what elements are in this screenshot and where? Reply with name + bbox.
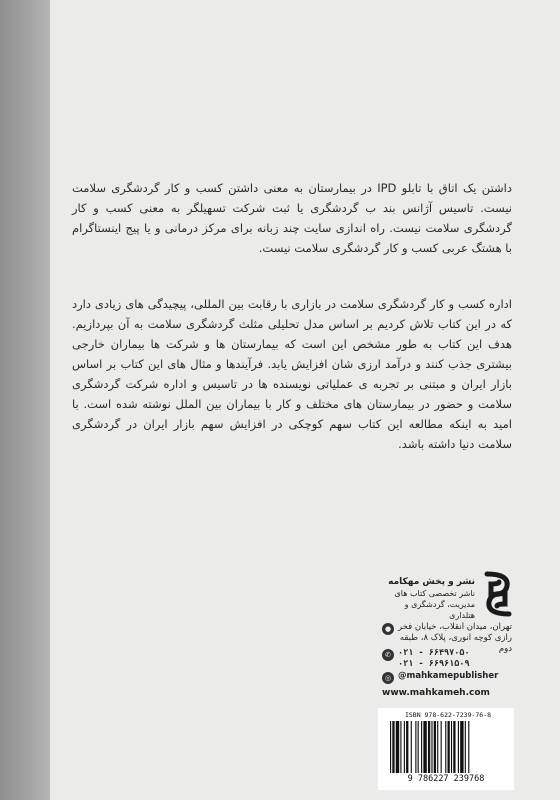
barcode-bar bbox=[428, 721, 430, 773]
barcode-bar bbox=[460, 721, 463, 773]
barcode-bar bbox=[404, 721, 405, 773]
barcode-bar bbox=[392, 721, 394, 773]
barcode-bar bbox=[434, 721, 436, 773]
publisher-name: نشر و پخش مهکامه bbox=[388, 577, 475, 587]
barcode-bar bbox=[453, 721, 455, 773]
barcode-bar bbox=[445, 721, 446, 773]
barcode-bar bbox=[448, 721, 450, 773]
barcode-bar bbox=[468, 721, 469, 773]
barcode-bar bbox=[406, 721, 408, 773]
barcode bbox=[378, 708, 514, 790]
barcode-bar bbox=[396, 721, 399, 773]
isbn-label: ISBN 978-622-7239-76-8 bbox=[404, 711, 492, 719]
barcode-bar bbox=[437, 721, 438, 773]
barcode-bar bbox=[441, 721, 442, 773]
barcode-number: 9 786227 239768 bbox=[407, 774, 485, 784]
publisher-description: ناشر تخصصی کتاب های مدیریت، گردشگری و هتلداری bbox=[394, 589, 475, 620]
blurb-paragraph-2 bbox=[72, 294, 512, 454]
publisher-website: www.mahkameh.com bbox=[382, 688, 490, 698]
blurb-text-2: اداره کسب و کار گردشگری سلامت در بازاری با رقابت بین المللی، پیچیدگی های زیادی دارد که در این کتاب تلاش کردیم بر اساس مدل تحلیلی مثلث گردشگری سلامت به آن بپردازیم. هدف این کتاب به طور مشخص این است که بیمارستان ها و شرکت ها بیماران خارجی بیشتری جذب کنند و درآمد ارزی شان افزایش یابد. فرآیندها و مثال های این کتاب بر اساس بازار ایران و مبتنی بر تجربه ی عملیاتی نویسنده ها در تاسیس و اداره شرکت گردشگری سلامت و حضور در بیمارستان های مختلف و کار با بیماران بین الملل نوشته شده است. با امید به اینکه مطالعه این کتاب سهم کوچکی در افزایش سهم بازار ایران در گردشگری سلامت دنیا داشته باشد. bbox=[72, 297, 512, 451]
barcode-bar bbox=[415, 721, 416, 773]
blurb-text-1: داشتن یک اتاق با تابلو IPD در بیمارستان به معنی داشتن کسب و کار گردشگری سلامت نیست. تاسیس آژانس بند ب گردشگری یا ثبت شرکت تسهیلگر به معنی کسب و کار گردشگری سلامت نیست. راه اندازی سایت چند زبانه برای مرکز درمانی و یا پیج اینستاگرام با هشتگ عربی کسب و کار گردشگری سلامت نیست. bbox=[72, 181, 512, 255]
publisher-address: تهران، میدان انقلاب، خیابان فخر رازی کوچه انوری، پلاک ۸، طبقه دوم bbox=[397, 622, 512, 654]
phone-number-1: ۰۲۱ - ۶۶۴۹۷۰۵۰ bbox=[398, 648, 470, 658]
barcode-bar bbox=[451, 721, 452, 773]
publisher-block bbox=[380, 570, 515, 620]
barcode-bar bbox=[431, 721, 432, 773]
barcode-bar bbox=[458, 721, 459, 773]
barcode-bars bbox=[390, 721, 502, 773]
barcode-bar bbox=[421, 721, 422, 773]
phone-row bbox=[382, 648, 512, 670]
instagram-row bbox=[382, 671, 512, 684]
book-spine bbox=[0, 0, 50, 800]
phone-numbers bbox=[398, 648, 512, 670]
instagram-handle: @mahkamepublisher bbox=[398, 671, 499, 681]
location-pin-icon: ● bbox=[382, 623, 394, 635]
instagram-icon: ◎ bbox=[382, 672, 394, 684]
barcode-bar bbox=[411, 721, 412, 773]
barcode-bar bbox=[418, 721, 419, 773]
blurb-paragraph-1 bbox=[72, 178, 512, 258]
barcode-bar bbox=[390, 721, 391, 773]
phone-icon: ✆ bbox=[382, 649, 394, 661]
barcode-bar bbox=[400, 721, 401, 773]
mahkameh-logo-icon bbox=[481, 570, 515, 618]
barcode-bar bbox=[465, 721, 466, 773]
barcode-bar bbox=[423, 721, 426, 773]
phone-number-2: ۰۲۱ - ۶۶۹۶۱۵۰۹ bbox=[398, 659, 470, 669]
